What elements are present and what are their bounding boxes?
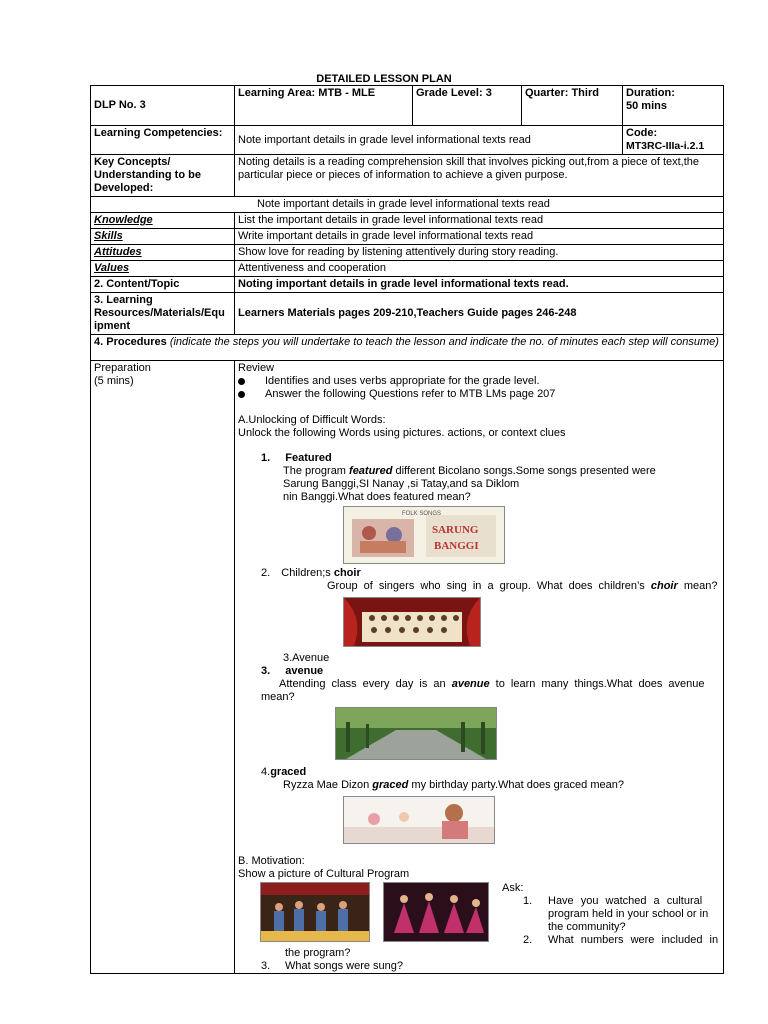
unlocking-title: A.Unlocking of Difficult Words: [238, 414, 386, 426]
question-1-line-b: program held in your school or in [548, 908, 709, 920]
question-1-line-a: Have you watched a cultural [548, 895, 703, 907]
word3-sentence-end: mean? [261, 691, 295, 703]
word1-heading: 1. Featured [261, 452, 332, 464]
lesson-plan-table [90, 85, 724, 974]
content-label: 2. Content/Topic [91, 277, 235, 293]
folk-songs-image [343, 506, 505, 564]
grade-level: Grade Level: 3 [413, 86, 522, 126]
procedure-step-cell [91, 361, 235, 974]
content-text: Noting important details in grade level informational texts read. [235, 277, 724, 293]
question-2-line-b: the program? [285, 947, 351, 959]
skills-text: Write important details in grade level informational texts read [235, 229, 724, 245]
review-item-2: Answer the following Questions refer to MTB LMs page 207 [238, 388, 555, 401]
knowledge-text: List the important details in grade level informational texts read [235, 213, 724, 229]
review-item-1: Identifies and uses verbs appropriate for the grade level. [238, 375, 540, 388]
bullet-icon [238, 378, 245, 385]
graced-image [343, 796, 495, 844]
word2-heading: 2. Children;s choir [261, 567, 361, 579]
duration [623, 86, 724, 126]
question-2-num: 2. [523, 934, 533, 946]
question-3-line-a: What songs were sung? [285, 960, 404, 972]
quarter: Quarter: Third [522, 86, 623, 126]
duration-value: 50 mins [626, 100, 667, 112]
word2-sentence: Group of singers who sing in a group. What does children’s choir mean? [327, 580, 718, 592]
procedure-body [235, 361, 723, 973]
word3-sentence: Attending class every day is an avenue to learn many things.What does avenue [279, 678, 705, 690]
competencies-label: Learning Competencies: [91, 126, 235, 155]
resources-text: Learners Materials pages 209-210,Teachers Guide pages 246-248 [235, 293, 724, 335]
word1-line1: The program featured different Bicolano songs.Some songs presented were [283, 465, 656, 477]
document-title: DETAILED LESSON PLAN [316, 73, 452, 85]
motivation-title: B. Motivation: [238, 855, 305, 867]
choir-image [343, 597, 481, 647]
ask-label: Ask: [502, 882, 524, 894]
learning-area: Learning Area: MTB - MLE [235, 86, 413, 126]
word4-heading: 4.graced [261, 766, 307, 778]
svg-text:SARUNG: SARUNG [432, 524, 479, 536]
unlocking-text: Unlock the following Words using pictures. actions, or context clues [238, 427, 566, 439]
dlp-number: DLP No. 3 [91, 86, 235, 126]
word1-line2: Sarung Banggi,SI Nanay ,si Tatay,and sa Diklom [283, 478, 520, 490]
question-1-num: 1. [523, 895, 533, 907]
motivation-text: Show a picture of Cultural Program [238, 868, 410, 880]
svg-text:BANGGI: BANGGI [434, 540, 479, 552]
procedure-body-cell [235, 361, 724, 974]
step-time: (5 mins) [94, 375, 134, 387]
key-concepts-label: Key Concepts/ Understanding to be Developed: [91, 155, 235, 197]
attitudes-label: Attitudes [91, 245, 235, 261]
cultural-program-image-2 [383, 882, 489, 942]
word1-line3: nin Banggi.What does featured mean? [283, 491, 471, 503]
procedures-label: 4. Procedures [94, 336, 167, 348]
resources-label: 3. Learning Resources/Materials/Equ ipment [91, 293, 235, 335]
code-value: MT3RC-IIIa-i.2.1 [626, 140, 705, 152]
question-1-line-c: the community? [548, 921, 626, 933]
attitudes-text: Show love for reading by listening attentively during story reading. [235, 245, 724, 261]
word4-sentence: Ryzza Mae Dizon graced my birthday party.What does graced mean? [283, 779, 624, 791]
competencies-text: Note important details in grade level informational texts read [235, 126, 623, 155]
review-title: Review [238, 362, 275, 374]
key-concepts-text: Noting details is a reading comprehension skill that involves picking out,from a piece of text,the particular piece or pieces of information to achieve a given purpose. [235, 155, 724, 197]
values-label: Values [91, 261, 235, 277]
procedures-header [91, 335, 724, 361]
code-label: Code: [626, 127, 658, 139]
question-3-num: 3. [261, 960, 271, 972]
bullet-icon [238, 391, 245, 398]
procedures-note: (indicate the steps you will undertake to teach the lesson and indicate the no. of minutes each step will consume) [169, 336, 719, 348]
avenue-image [335, 707, 497, 760]
word3-extra: 3.Avenue [283, 652, 330, 664]
knowledge-label: Knowledge [91, 213, 235, 229]
cultural-program-image-1 [260, 882, 370, 942]
duration-label: Duration: [626, 87, 675, 99]
svg-text:FOLK SONGS: FOLK SONGS [402, 511, 442, 517]
values-text: Attentiveness and cooperation [235, 261, 724, 277]
question-2-line-a: What numbers were included in [548, 934, 719, 946]
code-cell [623, 126, 724, 155]
skills-label: Skills [91, 229, 235, 245]
objective-heading: Note important details in grade level informational texts read [91, 197, 724, 213]
step-name: Preparation [94, 362, 151, 374]
word3-heading: 3. avenue [261, 665, 324, 677]
